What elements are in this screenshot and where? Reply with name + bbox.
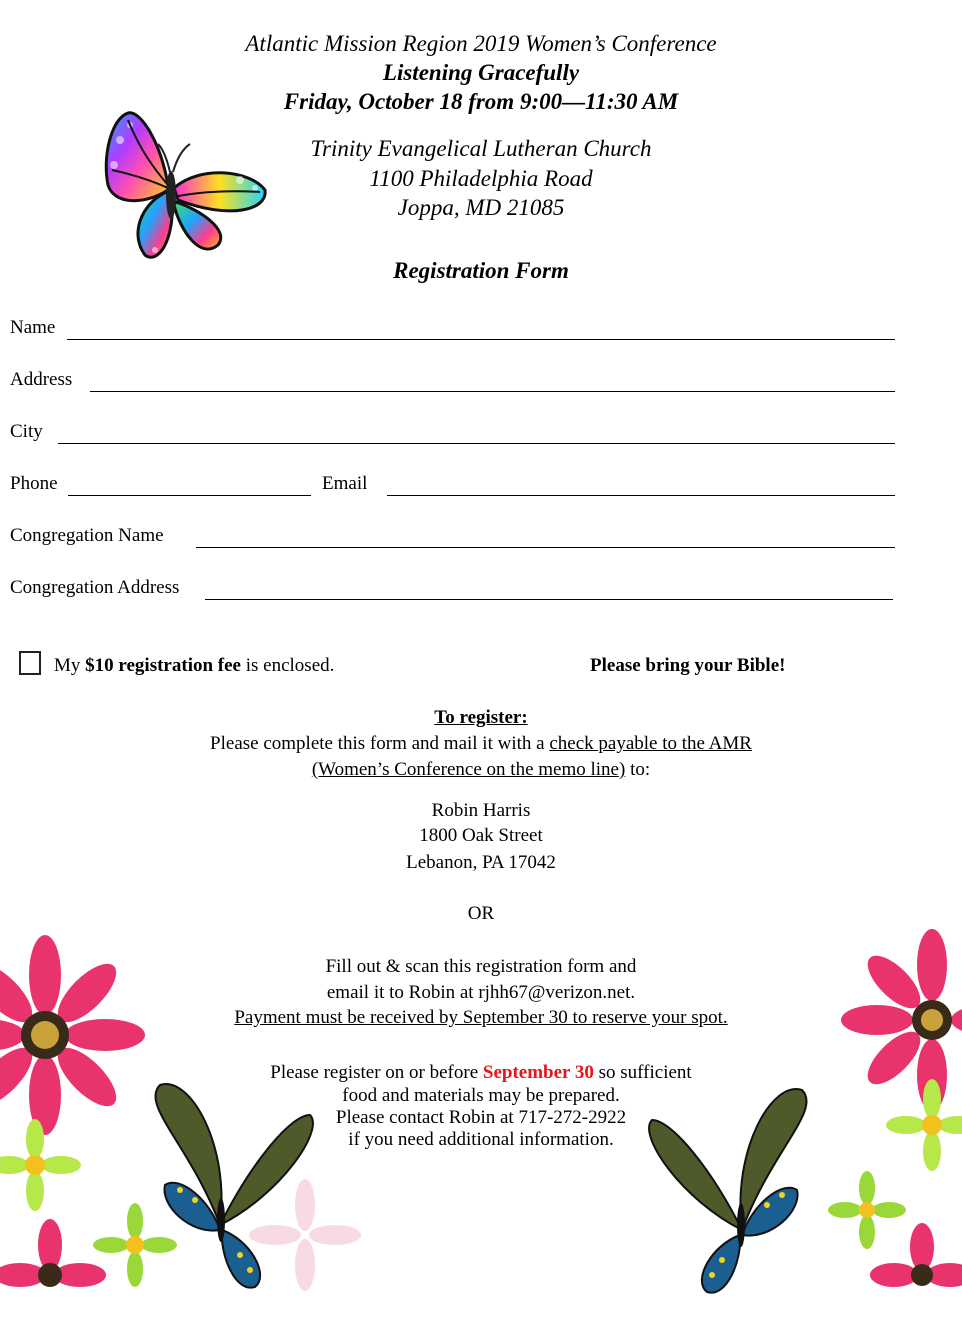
venue-name: Trinity Evangelical Lutheran Church <box>310 136 652 161</box>
deadline-line-3: Please contact Robin at 717-272-2922 <box>335 1107 627 1128</box>
phone-label: Phone <box>10 473 58 494</box>
conference-theme: Listening Gracefully <box>382 60 580 85</box>
congregation-address-input-line[interactable] <box>205 599 893 600</box>
address-input-line[interactable] <box>90 391 895 392</box>
instructions-line-2: (Women’s Conference on the memo line) to: <box>311 759 651 780</box>
email-input-line[interactable] <box>387 495 895 496</box>
mail-to-city: Lebanon, PA 17042 <box>406 852 556 873</box>
deadline-date: September 30 <box>482 1062 594 1083</box>
city-label: City <box>10 421 43 442</box>
congregation-name-label: Congregation Name <box>10 525 164 546</box>
register-heading: To register: <box>434 707 528 728</box>
congregation-address-label: Congregation Address <box>10 577 180 598</box>
email-label: Email <box>322 473 368 494</box>
phone-input-line[interactable] <box>68 495 311 496</box>
fee-enclosed-checkbox[interactable] <box>19 651 41 675</box>
fee-enclosed-text: My $10 registration fee is enclosed. <box>54 655 335 676</box>
deadline-line-4: if you need additional information. <box>348 1129 614 1150</box>
or-divider: OR <box>467 903 495 924</box>
conference-date-time: Friday, October 18 from 9:00—11:30 AM <box>283 89 679 114</box>
venue-street: 1100 Philadelphia Road <box>369 166 593 191</box>
payment-deadline-note: Payment must be received by September 30 to reserve your spot. <box>234 1007 728 1028</box>
instructions-line-1: Please complete this form and mail it with a check payable to the AMR <box>210 733 752 754</box>
mail-to-street: 1800 Oak Street <box>419 825 543 846</box>
city-input-line[interactable] <box>58 443 895 444</box>
mail-to-name: Robin Harris <box>431 800 531 821</box>
deadline-line-2: food and materials may be prepared. <box>342 1085 620 1106</box>
name-input-line[interactable] <box>67 339 895 340</box>
congregation-name-input-line[interactable] <box>196 547 895 548</box>
fee-amount: $10 registration fee <box>85 655 241 676</box>
venue-city: Joppa, MD 21085 <box>397 195 565 220</box>
conference-title: Atlantic Mission Region 2019 Women’s Conference <box>245 31 717 56</box>
bring-bible-note: Please bring your Bible! <box>590 655 786 676</box>
form-title: Registration Form <box>393 258 569 283</box>
address-label: Address <box>10 369 73 390</box>
deadline-line-1: Please register on or before September 30 so sufficient <box>270 1062 692 1083</box>
name-label: Name <box>10 317 56 338</box>
email-option-line-2: email it to Robin at rjhh67@verizon.net. <box>326 982 636 1003</box>
email-option-line-1: Fill out & scan this registration form and <box>325 956 637 977</box>
